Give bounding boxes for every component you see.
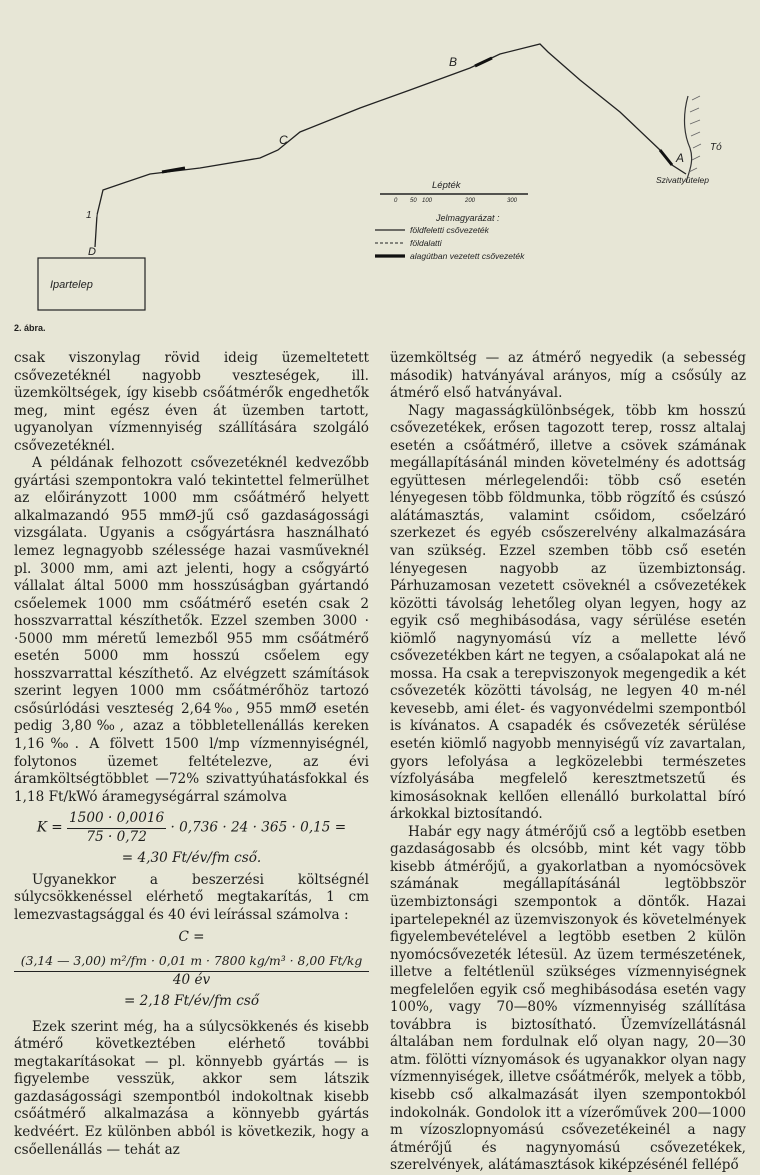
lake-shore: [685, 96, 692, 182]
formula-c-lhs: C =: [178, 928, 205, 945]
fraction-num: 1500 · 0,0016: [67, 810, 166, 829]
paragraph: Ugyanekkor a beszerzési költségnél súlycsökkenéssel elérhető megtakarítás, 1 cm lemezvastagsággal és 40 évi leírással számolva :: [14, 871, 369, 923]
fraction-den: 75 · 0,72: [86, 828, 147, 845]
right-column: [390, 350, 746, 1175]
paragraph: A példának felhozott csővezetéknél kedvezőbb gyártási szempontokra való tekintettel felmerülhet az előirányzott 1000 mm csőátmérő helyett alkalmazandó 955 mmØ-jű cső gazdaságossági vizsgálata. Ugyanis a csőgyártásra használható lemez legnagyobb szélessége hazai vasműveknél pl. 3000 mm, ami azt jelenti, hogy a csőgyártó vállalat által 5000 mm hosszúságban gyártandó csőelemek 1000 mm csőátmérő esetén csak 2 hosszvarrattal készíthetők. Ezzel szemben 3000 · ·5000 mm méretű lemezből 955 mm csőátmérő esetén 5000 mm hosszú csőelem egy hosszvarrattal készíthető. Az elvégzett számítások szerint legyen 1000 mm csőátmérőhöz tartozó csősúrlódási veszteség 2,64‰, 955 mmØ esetén pedig 3,80‰, azaz a többletellenállás kereken 1,16‰. A fölvett 1500 l/mp vízmennyiségnél, folytonos üzemet feltételezve, az évi áramköltségtöbblet —72% szivattyúhatásfokkal és 1,18 Ft/kWó áramegységárral számolva: [14, 455, 369, 805]
label-1: 1: [86, 210, 92, 221]
pipeline-route-figure: [0, 0, 760, 345]
scale-tick: 100: [422, 198, 433, 204]
formula-result: = 2,18 Ft/év/fm cső: [123, 993, 260, 1010]
label-to: Tó: [710, 142, 722, 153]
fraction-num: (3,14 — 3,00) m²/fm · 0,01 m · 7800 kg/m³ · 8,00 Ft/kg: [14, 952, 369, 972]
point-c: C: [279, 133, 288, 147]
paragraph: Habár egy nagy átmérőjű cső a legtöbb esetben gazdaságosabb és olcsóbb, mint két vagy több kisebb átmérőjű, a gyakorlatban a nyomócsövek számának megállapításánál legtöbbször üzembiztonsági szempontok a döntők. Hazai ipartelepeknél az üzemviszonyok és követelmények figyelembevételével a legtöbb esetben 2 külön nyomócsővezeték létesül. Az üzem természetének, illetve a feltétlenül szükséges vízmennyiségnek megfelelően egyik cső meghibásodása esetén vagy 100%, vagy 70—80% vízmennyiség szállítása továbbra is biztosítható. Üzemvízellátásnál általában nem fordulnak elő olyan nagy, 20—30 atm. fölötti víznyomások és ugyanakkor olyan nagy vízmennyiségek, illetve csőátmérők, melyek a több, kisebb cső alkalmazását ilyen szempontokból indokolnák. Gondolok itt a vízerőművek 200—1000 m vízoszlopnyomású csővezetékeinél a nagy átmérőjű és nagynyomású csővezetékek, szerelvények, alátámasztások kiképzésénél fellépő: [390, 823, 746, 1174]
tunnel-segment: [475, 58, 492, 66]
fraction-den: 40 év: [172, 971, 211, 988]
label-plant: Ipartelep: [50, 279, 93, 291]
formula-fraction: [67, 810, 166, 846]
formula-c-fraction: [14, 952, 369, 989]
formula-k: [14, 810, 369, 846]
paragraph: csak viszonylag rövid ideig üzemeltetett csővezetéknél nagyobb veszteségek, ill. üzemköltségek, így kisebb csőátmérők engedhetők meg, mint egész éven át üzemben tartott, ugyanolyan vízmennyiség szállítására szolgáló csővezetéknél.: [14, 350, 369, 454]
legend-item: földalatti: [410, 238, 442, 248]
scale-tick: 0: [394, 198, 398, 204]
legend-item: alagútban vezetett csővezeték: [410, 251, 525, 261]
scale-tick: 50: [410, 198, 417, 204]
legend-item: földfeletti csővezeték: [410, 225, 489, 235]
tunnel-segment: [162, 168, 185, 172]
formula-result: = 4,30 Ft/év/fm cső.: [121, 850, 262, 867]
formula-lhs: K =: [36, 819, 63, 836]
tunnel-segment: [660, 150, 672, 165]
scale-title: Lépték: [432, 180, 461, 191]
lake-hatch: [689, 96, 701, 172]
left-column: [14, 350, 369, 1159]
formula-rest: · 0,736 · 24 · 365 · 0,15 =: [170, 819, 347, 836]
scale-tick: 200: [465, 198, 476, 204]
point-d: D: [88, 246, 96, 258]
label-pumphouse: Szivattyútelep: [656, 175, 709, 185]
paragraph: Ezek szerint még, ha a súlycsökkenés és kisebb átmérő következtében elérhető további megtakarításokat — pl. könnyebb gyártás — is figyelembe vesszük, akkor sem látszik gazdaságossági szempontból indokoltnak kisebb csőátmérő alkalmazása a könnyebb gyártás kedvéért. Ez különben abból is következik, hogy a csőellenállás — tehát az: [14, 1018, 369, 1158]
paragraph: Nagy magasságkülönbségek, több km hosszú csővezetékek, erősen tagozott terep, rossz altalaj esetén a csőátmérő, illetve a csövek számának megállapításánál minden követelmény és adottság együttesen mérlegelendői: több cső esetén lényegesen több földmunka, több rögzítő és csúszó alátámasztás, valamint csőidom, csőelzáró szerkezet és egyéb csőszerelvény alkalmazására van szükség. Ezzel szemben több cső esetén lényegesen nagyobb az üzembiztonság. Párhuzamosan vezetett csöveknél a csővezetékek közötti távolság lehetőleg olyan legyen, hogy az egyik cső meghibásodása, vagy sérülése esetén kiömlő nagynyomású víz a mellette lévő csővezetékben kárt ne tegyen, a csőalapokat alá ne mossa. Ha csak a terepviszonyok megengedik a két csővezeték közötti távolság, ne legyen 40 m-nél kevesebb, ami élet- és vagyonvédelmi szempontból is kívánatos. A csapadék és csővezeték sérülése esetén kiömlő nagyobb mennyiségű víz zavartalan, gyors lefolyása a legközelebbi természetes vízfolyásába megfelelő keresztmetszetű és kimosásoknak kellően ellenálló burkolattal bíró árkokkal biztosítandó.: [390, 402, 746, 823]
paragraph: üzemköltség — az átmérő negyedik (a sebesség második) hatványával arányos, míg a csősúly az átmérő első hatványával.: [390, 350, 746, 402]
point-b: B: [449, 55, 458, 69]
legend-title: Jelmagyarázat :: [436, 213, 500, 223]
figure-caption: 2. ábra.: [14, 323, 46, 333]
pipeline-route: [95, 44, 686, 247]
scale-tick: 300: [507, 198, 518, 204]
point-a: A: [676, 151, 685, 165]
scale-ticks: [394, 198, 518, 204]
